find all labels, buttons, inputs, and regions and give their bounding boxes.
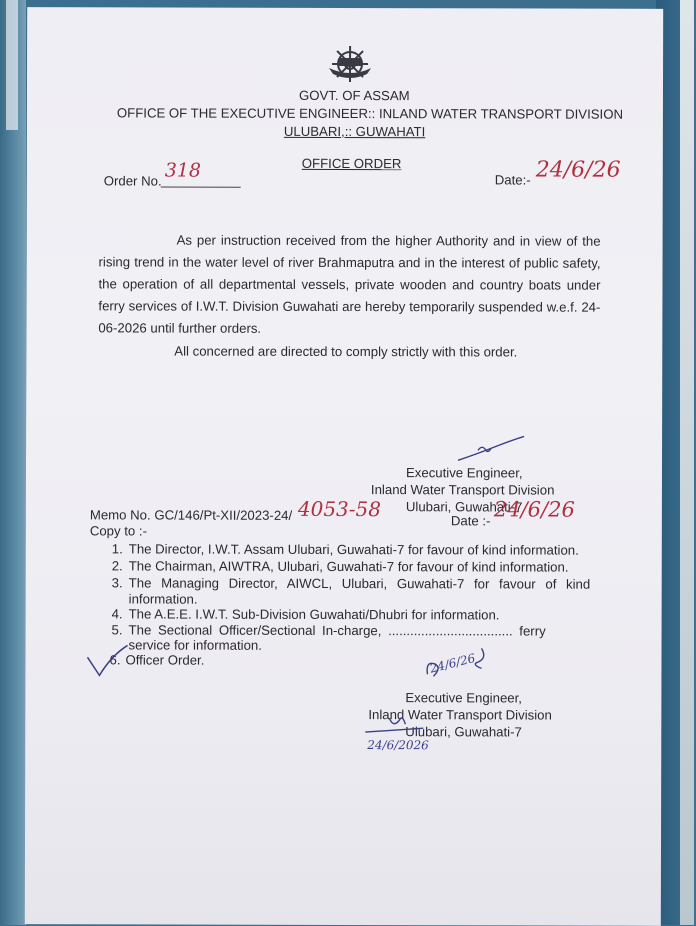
signature-2-sign-date: 24/6/2026 — [367, 738, 429, 753]
order-title: OFFICE ORDER — [302, 156, 402, 171]
signature-1-division: Inland Water Transport Division — [371, 482, 555, 497]
signature-1-title: Executive Engineer, — [406, 465, 523, 480]
copy-to-label: Copy to :- — [90, 523, 147, 538]
background-strip — [6, 0, 18, 130]
copy-6-num: 6. — [109, 652, 120, 667]
signature-2-initial-date: 24/6/26 — [428, 651, 477, 677]
body-paragraph-1: As per instruction received from the higher Authority and in view of the rising trend in the water level of river Brahmaputra and in the interest of public safety, the operation of all departmental vessels, private wooden and country boats under ferry services of I.W.T. Division Guwahati are hereby temporarily suspended w.e.f. 24-06-2026 until further orders. — [98, 229, 600, 340]
header-office: OFFICE OF THE EXECUTIVE ENGINEER:: INLAND WATER TRANSPORT DIVISION — [117, 105, 623, 121]
copy-5-text-cont: service for information. — [129, 637, 262, 652]
copy-5-num: 5. — [112, 622, 123, 637]
memo-date-label: Date :- — [451, 513, 491, 528]
header-govt: GOVT. OF ASSAM — [299, 88, 410, 103]
copy-4-num: 4. — [112, 606, 123, 621]
header-address: ULUBARI,:: GUWAHATI — [284, 124, 425, 139]
check-mark-icon — [85, 643, 129, 679]
signature-1-mark — [456, 434, 526, 464]
signature-1-location: Ulubari, Guwahati-7 — [406, 499, 523, 514]
copy-6-text: Officer Order. — [125, 652, 204, 667]
order-date-value: 24/6/26 — [536, 163, 621, 178]
copy-3-num: 3. — [112, 575, 123, 590]
copy-5-text: The Sectional Officer/Sectional In-charge, .................................. ferry — [129, 622, 546, 638]
copy-1-num: 1. — [112, 541, 123, 556]
signature-2-initial-mark — [421, 644, 501, 684]
signature-2-location: Ulubari, Guwahati-7 — [405, 724, 522, 739]
order-number-label: Order No. — [104, 173, 162, 188]
body-paragraph-2: All concerned are directed to comply strictly with this order. — [174, 344, 517, 360]
ship-wheel-emblem-icon — [321, 44, 379, 84]
signature-2-mark — [363, 714, 433, 736]
memo-date-value: 24/6/26 — [494, 502, 575, 517]
memo-number-value: 4053-58 — [298, 502, 381, 517]
order-date-label: Date:- — [495, 172, 531, 187]
copy-2-num: 2. — [112, 558, 123, 573]
background-left — [0, 0, 26, 925]
order-number-value: 318 — [165, 164, 201, 179]
signature-2-title: Executive Engineer, — [405, 690, 522, 705]
signature-2-division: Inland Water Transport Division — [368, 707, 552, 722]
copy-4-text: The A.E.E. I.W.T. Sub-Division Guwahati/Dhubri for information. — [129, 606, 500, 622]
document-page — [25, 7, 663, 926]
copy-1-text: The Director, I.W.T. Assam Ulubari, Guwahati-7 for favour of kind information. — [129, 541, 579, 557]
copy-3-text-cont: information. — [129, 591, 198, 606]
background-right-strip — [680, 0, 694, 925]
copy-3-text: The Managing Director, AIWCL, Ulubari, Guwahati-7 for favour of kind — [129, 575, 591, 591]
copy-2-text: The Chairman, AIWTRA, Ulubari, Guwahati-7 for favour of kind information. — [129, 558, 569, 574]
memo-number-label: Memo No. GC/146/Pt-XII/2023-24/ — [90, 507, 292, 523]
